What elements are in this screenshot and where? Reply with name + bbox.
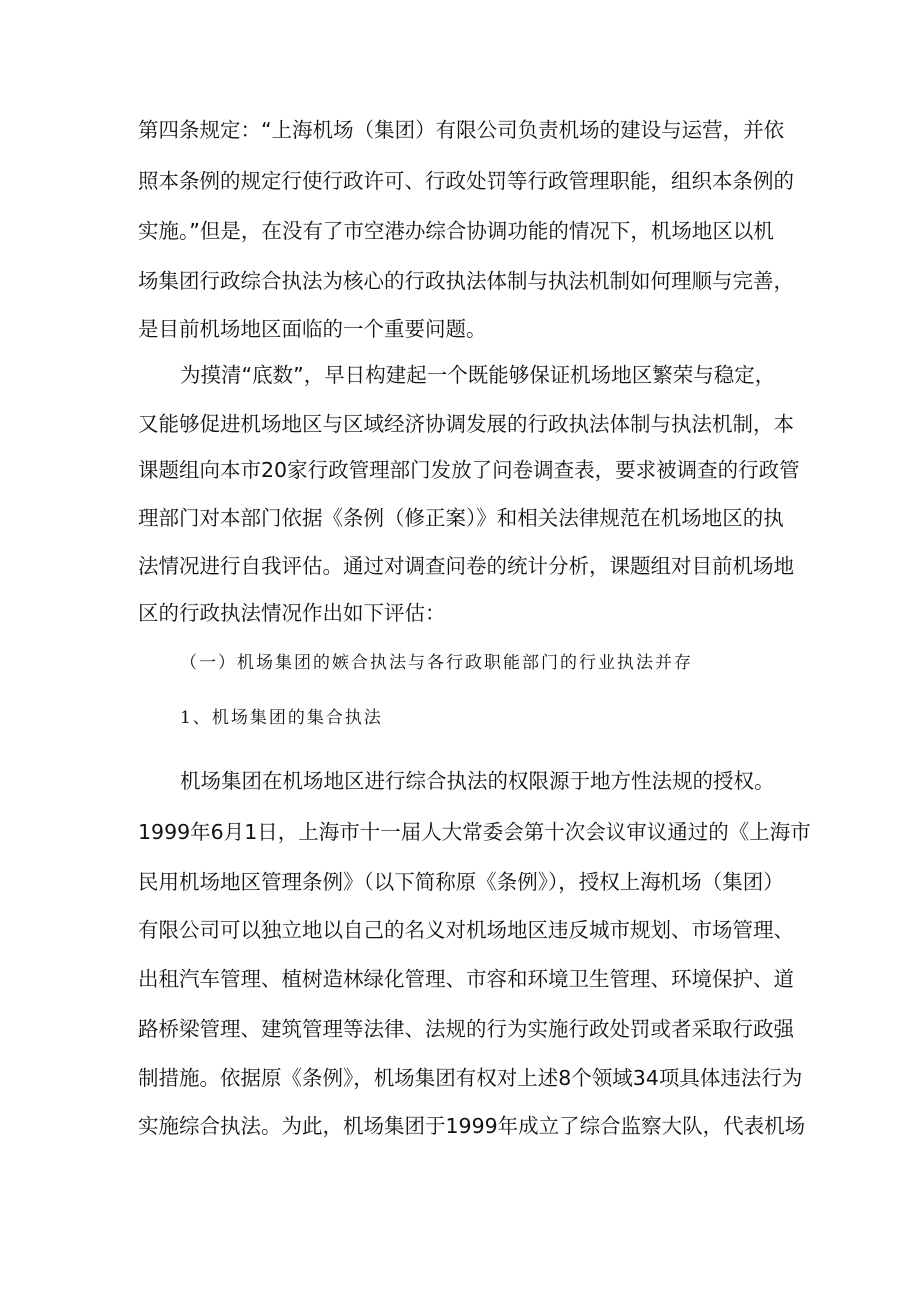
text-line: 实施。”但是，在没有了市空港办综合协调功能的情况下，机场地区以机 [138,219,774,243]
text-line: 区的行政执法情况作出如下评估： [138,601,446,625]
text-line: 民用机场地区管理条例》（以下简称原《条例》），授权上海机场（集团） [138,870,784,894]
text-line: 路桥梁管理、建筑管理等法律、法规的行为实施行政处罚或者采取行政强 [138,1017,794,1041]
subsection-heading: 1、机场集团的集合执法 [180,708,383,728]
text-line: 出租汽车管理、植树造林绿化管理、市容和环境卫生管理、环境保护、道 [138,967,794,991]
text-line: 又能够促进机场地区与区域经济协调发展的行政执法体制与执法机制，本 [138,412,794,436]
text-line: 理部门对本部门依据《条例（修正案）》和相关法律规范在机场地区的执 [138,506,784,530]
text-line: 第四条规定：“上海机场（集团）有限公司负责机场的建设与运营，并依 [138,118,785,142]
text-line: 课题组向本市20家行政管理部门发放了问卷调查表，要求被调查的行政管 [138,458,800,482]
text-line: 机场集团在机场地区进行综合执法的权限源于地方性法规的授权。 [180,769,775,793]
text-line: 法情况进行自我评估。通过对调查问卷的统计分析，课题组对目前机场地 [138,554,794,578]
text-line: 为摸清“底数”，早日构建起一个既能够保证机场地区繁荣与稳定， [180,363,776,387]
section-heading: （一）机场集团的嫉合执法与各行政职能部门的行业执法并存 [180,653,693,673]
text-line: 制措施。依据原《条例》，机场集团有权对上述8个领域34项具体违法行为 [138,1066,803,1090]
text-line: 实施综合执法。为此，机场集团于1999年成立了综合监察大队，代表机场 [138,1114,806,1138]
text-line: 照本条例的规定行使行政许可、行政处罚等行政管理职能，组织本条例的 [138,169,794,193]
text-line: 有限公司可以独立地以自己的名义对机场地区违反城市规划、市场管理、 [138,918,794,942]
text-line: 1999年6月1日，上海市十一届人大常委会第十次会议审议通过的《上海市 [138,820,811,844]
text-line: 是目前机场地区面临的一个重要问题。 [138,317,487,341]
text-line: 场集团行政综合执法为核心的行政执法体制与执法机制如何理顺与完善， [138,269,794,293]
